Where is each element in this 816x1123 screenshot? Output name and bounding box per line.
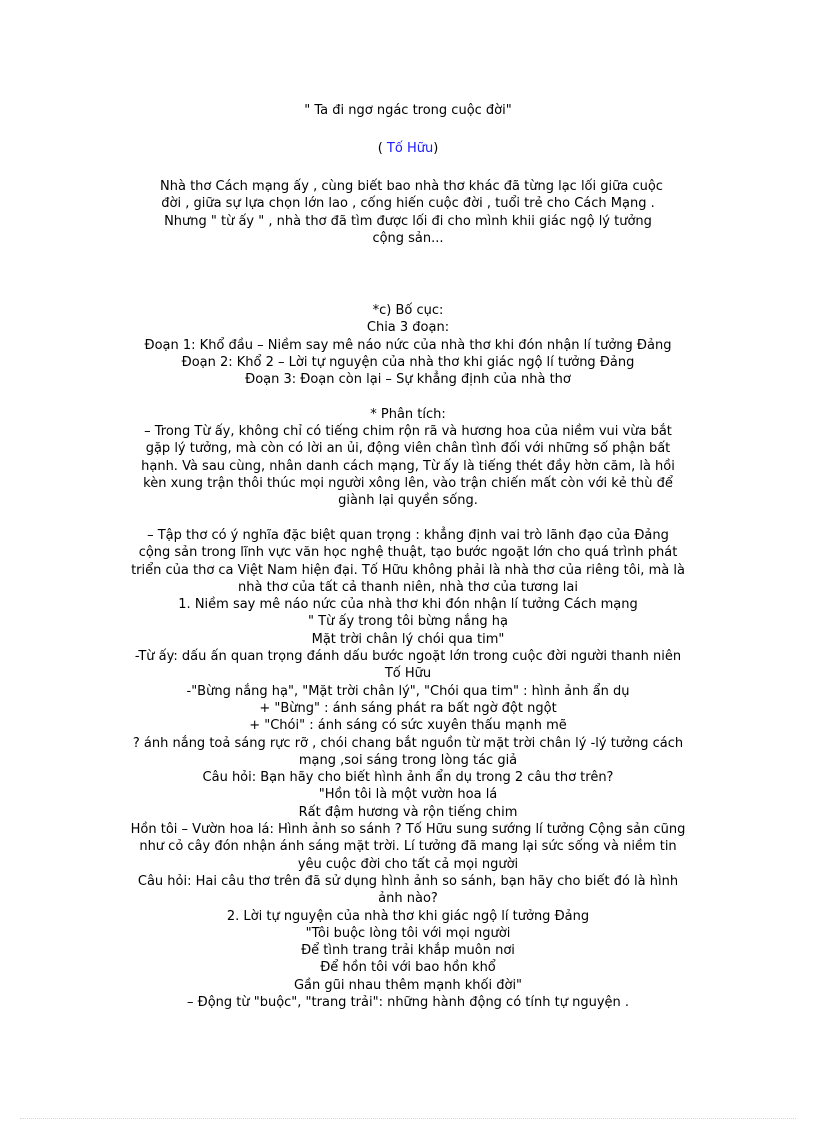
body-line: Câu hỏi: Hai câu thơ trên đã sử dụng hình ảnh so sánh, bạn hãy cho biết đó là hình (137, 873, 679, 889)
author-name: Tố Hữu (386, 141, 434, 156)
body-line: -Từ ấy: dấu ấn quan trọng đánh dấu bước ngoặt lớn trong cuộc đời người thanh niên (134, 649, 682, 664)
body-line: + "Chói" : ánh sáng có sức xuyên thấu mạnh mẽ (249, 718, 567, 734)
body-line: " Từ ấy trong tôi bừng nắng hạ (308, 614, 508, 630)
intro-line: Nhưng " từ ấy " , nhà thơ đã tìm được lối đi cho mình khii giác ngộ lý tưởng (164, 213, 652, 229)
body-line: – Tập thơ có ý nghĩa đặc biệt quan trọng : khẳng định vai trò lãnh đạo của Đảng (147, 527, 669, 543)
body-line: Hồn tôi – Vườn hoa lá: Hình ảnh so sánh ? Tố Hữu sung sướng lí tưởng Cộng sản cũng (130, 822, 686, 837)
intro-line: đời , giữa sự lựa chọn lớn lao , cống hiến cuộc đời , tuổi trẻ cho Cách Mạng . (161, 196, 655, 212)
intro-line: cộng sản... (372, 231, 444, 247)
body-line: Đoạn 3: Đoạn còn lại – Sự khẳng định của nhà thơ (245, 372, 571, 388)
body-line: Để tình trang trải khắp muôn nơi (301, 943, 515, 959)
body-line: – Động từ "buộc", "trang trải": những hành động có tính tự nguyện . (186, 995, 630, 1010)
body-line: ảnh nào? (378, 891, 438, 907)
body-line: 1. Niềm say mê náo nức của nhà thơ khi đón nhận lí tưởng Cách mạng (178, 597, 638, 613)
body-line: ? ánh nắng toả sáng rực rỡ , chói chang bắt nguồn từ mặt trời chân lý -lý tưởng cách (132, 735, 684, 751)
body-line: mạng ,soi sáng trong lòng tác giả (298, 752, 518, 768)
epigraph-quote: " Ta đi ngơ ngác trong cuộc đời" (304, 103, 512, 118)
body-line: Chia 3 đoạn: (366, 320, 450, 336)
body-line: * Phân tích: (370, 406, 446, 422)
epigraph-author (80, 140, 736, 157)
body-line: yêu cuộc đời cho tất cả mọi người (297, 856, 519, 872)
body-line: -"Bừng nắng hạ", "Mặt trời chân lý", "Chói qua tim" : hình ảnh ẩn dụ (186, 683, 630, 699)
body-line: 2. Lời tự nguyện của nhà thơ khi giác ngộ lí tưởng Đảng (226, 908, 590, 924)
body-line: Mặt trời chân lý chói qua tim" (311, 631, 505, 647)
body-line: + "Bừng" : ánh sáng phát ra bất ngờ đột ngột (259, 700, 557, 716)
body-line: hạnh. Và sau cùng, nhân danh cách mạng, Từ ấy là tiếng thét đầy hờn căm, là hồi (141, 458, 675, 474)
body-line: Để hồn tôi với bao hồn khổ (320, 960, 496, 976)
author-paren-close: ) (433, 141, 439, 156)
body-line: nhà thơ của tất cả thanh niên, nhà thơ của tương lai (238, 579, 578, 595)
intro-line: Nhà thơ Cách mạng ấy , cùng biết bao nhà thơ khác đã từng lạc lối giữa cuộc (160, 179, 663, 194)
body-line: cộng sản trong lĩnh vực văn học nghệ thuật, tạo bước ngoặt lớn cho quá trình phát (138, 545, 678, 561)
body-line: Tố Hữu (384, 666, 432, 682)
body-line: kèn xung trận thôi thúc mọi người xông lên, vào trận chiến mất còn với kẻ thù để (143, 476, 673, 491)
body-line: *c) Bố cục: (372, 303, 444, 318)
body-line: gặp lý tưởng, mà còn có lời an ủi, động viên chân tình đối với những số phận bất (145, 441, 671, 457)
body-line: "Tôi buộc lòng tôi với mọi người (305, 925, 511, 941)
body-line: Câu hỏi: Bạn hãy cho biết hình ảnh ẩn dụ trong 2 câu thơ trên? (202, 770, 614, 786)
body-line: Gần gũi nhau thêm mạnh khối đời" (293, 977, 523, 993)
body-line: – Trong Từ ấy, không chỉ có tiếng chim rộn rã và hương hoa của niềm vui vừa bắt (144, 424, 672, 440)
body-line: triển của thơ ca Việt Nam hiện đại. Tố Hữu không phải là nhà thơ của riêng tôi, mà là (131, 562, 685, 578)
body-line: Đoạn 1: Khổ đầu – Niềm say mê náo nức của nhà thơ khi đón nhận lí tưởng Đảng (144, 337, 672, 353)
body-line: "Hồn tôi là một vườn hoa lá (318, 787, 498, 803)
body-line: như cỏ cây đón nhận ánh sáng mặt trời. Lí tưởng đã mang lại sức sống và niềm tin (139, 839, 677, 855)
page-bottom-divider (20, 1118, 796, 1119)
author-paren-open: ( (377, 141, 387, 156)
body-line: Rất đậm hương và rộn tiếng chim (298, 804, 518, 820)
body-line: giành lại quyền sống. (338, 493, 478, 509)
body-line: Đoạn 2: Khổ 2 – Lời tự nguyện của nhà thơ khi giác ngộ lí tưởng Đảng (181, 354, 635, 370)
